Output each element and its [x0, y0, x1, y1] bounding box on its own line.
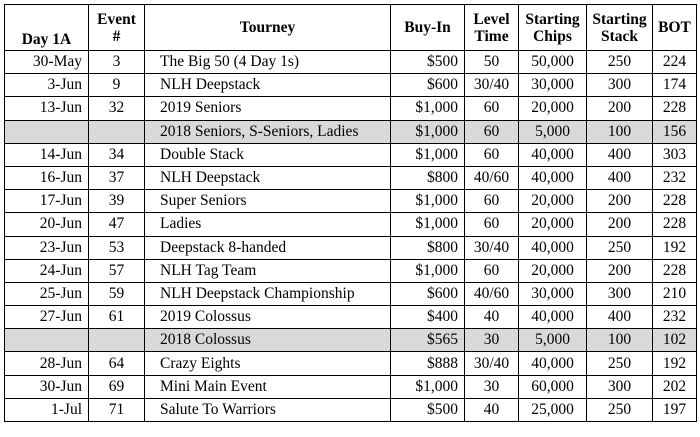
cell-date: 3-Jun: [5, 74, 89, 97]
cell-buyin: $565: [391, 329, 465, 352]
cell-event-number: 71: [89, 398, 145, 421]
cell-level-time: 60: [465, 213, 519, 236]
cell-bot: 228: [653, 259, 697, 282]
cell-buyin: $800: [391, 236, 465, 259]
cell-date: 14-Jun: [5, 143, 89, 166]
cell-event-number: 47: [89, 213, 145, 236]
cell-starting-stack: 400: [587, 143, 653, 166]
cell-starting-stack: 400: [587, 166, 653, 189]
cell-level-time: 60: [465, 120, 519, 143]
cell-level-time: 40/60: [465, 282, 519, 305]
cell-bot: 202: [653, 375, 697, 398]
cell-starting-stack: 200: [587, 190, 653, 213]
cell-level-time: 40/60: [465, 166, 519, 189]
cell-date: 28-Jun: [5, 352, 89, 375]
table-row: [5, 398, 697, 421]
cell-date: 23-Jun: [5, 236, 89, 259]
tourney-schedule: [4, 4, 697, 422]
table-row: [5, 329, 697, 352]
cell-starting-stack: 200: [587, 97, 653, 120]
cell-buyin: $1,000: [391, 259, 465, 282]
cell-event-number: 53: [89, 236, 145, 259]
cell-level-time: 30: [465, 375, 519, 398]
cell-starting-stack: 250: [587, 51, 653, 74]
cell-bot: 303: [653, 143, 697, 166]
cell-starting-chips: 40,000: [519, 166, 587, 189]
cell-date: 25-Jun: [5, 282, 89, 305]
header-buyin: Buy-In: [391, 5, 465, 51]
cell-date: 1-Jul: [5, 398, 89, 421]
cell-level-time: 60: [465, 259, 519, 282]
cell-starting-stack: 400: [587, 306, 653, 329]
cell-starting-stack: 250: [587, 352, 653, 375]
cell-buyin: $500: [391, 51, 465, 74]
cell-event-number: 37: [89, 166, 145, 189]
cell-starting-chips: 20,000: [519, 259, 587, 282]
cell-event-number: 61: [89, 306, 145, 329]
cell-buyin: $888: [391, 352, 465, 375]
cell-level-time: 60: [465, 190, 519, 213]
cell-event-number: 9: [89, 74, 145, 97]
cell-buyin: $400: [391, 306, 465, 329]
cell-tourney-name: Ladies: [145, 213, 391, 236]
cell-event-number: 34: [89, 143, 145, 166]
cell-starting-chips: 30,000: [519, 74, 587, 97]
cell-tourney-name: 2018 Colossus: [145, 329, 391, 352]
cell-starting-chips: 5,000: [519, 329, 587, 352]
table-row: [5, 190, 697, 213]
cell-date: 30-Jun: [5, 375, 89, 398]
cell-event-number: 57: [89, 259, 145, 282]
cell-starting-chips: 40,000: [519, 236, 587, 259]
cell-buyin: $1,000: [391, 97, 465, 120]
cell-level-time: 60: [465, 143, 519, 166]
table-row: [5, 282, 697, 305]
cell-starting-stack: 200: [587, 259, 653, 282]
cell-level-time: 60: [465, 97, 519, 120]
cell-tourney-name: NLH Deepstack Championship: [145, 282, 391, 305]
table-row: [5, 236, 697, 259]
header-starting-chips: Starting Chips: [519, 5, 587, 51]
table-row: [5, 259, 697, 282]
cell-tourney-name: 2018 Seniors, S-Seniors, Ladies: [145, 120, 391, 143]
cell-starting-stack: 250: [587, 236, 653, 259]
cell-starting-stack: 100: [587, 329, 653, 352]
cell-event-number: [89, 120, 145, 143]
cell-buyin: $1,000: [391, 143, 465, 166]
cell-bot: 228: [653, 97, 697, 120]
cell-bot: 232: [653, 166, 697, 189]
table-row: [5, 166, 697, 189]
header-bot: BOT: [653, 5, 697, 51]
cell-date: 24-Jun: [5, 259, 89, 282]
cell-event-number: 64: [89, 352, 145, 375]
cell-level-time: 30/40: [465, 352, 519, 375]
cell-starting-chips: 60,000: [519, 375, 587, 398]
cell-buyin: $1,000: [391, 190, 465, 213]
cell-bot: 102: [653, 329, 697, 352]
cell-date: 30-May: [5, 51, 89, 74]
cell-buyin: $800: [391, 166, 465, 189]
cell-starting-chips: 25,000: [519, 398, 587, 421]
cell-event-number: 59: [89, 282, 145, 305]
cell-tourney-name: Mini Main Event: [145, 375, 391, 398]
cell-tourney-name: 2019 Colossus: [145, 306, 391, 329]
cell-bot: 228: [653, 190, 697, 213]
header-level-time: Level Time: [465, 5, 519, 51]
header-tourney: Tourney: [145, 5, 391, 51]
cell-tourney-name: NLH Deepstack: [145, 74, 391, 97]
cell-date: 27-Jun: [5, 306, 89, 329]
cell-starting-stack: 300: [587, 375, 653, 398]
cell-bot: 156: [653, 120, 697, 143]
table-body: [5, 51, 697, 422]
cell-level-time: 30: [465, 329, 519, 352]
cell-bot: 232: [653, 306, 697, 329]
cell-tourney-name: NLH Deepstack: [145, 166, 391, 189]
cell-buyin: $600: [391, 74, 465, 97]
cell-date: 17-Jun: [5, 190, 89, 213]
cell-buyin: $600: [391, 282, 465, 305]
cell-tourney-name: Salute To Warriors: [145, 398, 391, 421]
cell-level-time: 30/40: [465, 74, 519, 97]
cell-starting-chips: 40,000: [519, 352, 587, 375]
cell-tourney-name: Crazy Eights: [145, 352, 391, 375]
cell-starting-stack: 300: [587, 74, 653, 97]
cell-starting-chips: 20,000: [519, 97, 587, 120]
cell-starting-chips: 40,000: [519, 143, 587, 166]
cell-level-time: 40: [465, 306, 519, 329]
cell-tourney-name: Deepstack 8-handed: [145, 236, 391, 259]
table-row: [5, 97, 697, 120]
cell-bot: 192: [653, 236, 697, 259]
header-row: [5, 5, 697, 51]
cell-date: [5, 120, 89, 143]
cell-bot: 192: [653, 352, 697, 375]
cell-tourney-name: Super Seniors: [145, 190, 391, 213]
cell-starting-chips: 5,000: [519, 120, 587, 143]
table-row: [5, 375, 697, 398]
cell-starting-stack: 100: [587, 120, 653, 143]
cell-level-time: 50: [465, 51, 519, 74]
header-event: Event #: [89, 5, 145, 51]
cell-bot: 224: [653, 51, 697, 74]
cell-bot: 174: [653, 74, 697, 97]
header-starting-stack: Starting Stack: [587, 5, 653, 51]
header-day: Day 1A: [5, 5, 89, 51]
cell-bot: 228: [653, 213, 697, 236]
table-row: [5, 143, 697, 166]
cell-starting-chips: 50,000: [519, 51, 587, 74]
cell-event-number: 3: [89, 51, 145, 74]
cell-buyin: $1,000: [391, 375, 465, 398]
cell-event-number: 69: [89, 375, 145, 398]
cell-bot: 210: [653, 282, 697, 305]
cell-buyin: $500: [391, 398, 465, 421]
cell-starting-stack: 300: [587, 282, 653, 305]
cell-tourney-name: The Big 50 (4 Day 1s): [145, 51, 391, 74]
cell-starting-chips: 20,000: [519, 213, 587, 236]
cell-level-time: 30/40: [465, 236, 519, 259]
cell-starting-stack: 200: [587, 213, 653, 236]
cell-date: [5, 329, 89, 352]
table-row: [5, 51, 697, 74]
tourney-table: [4, 4, 697, 422]
table-row: [5, 120, 697, 143]
cell-starting-chips: 30,000: [519, 282, 587, 305]
cell-event-number: 39: [89, 190, 145, 213]
cell-tourney-name: 2019 Seniors: [145, 97, 391, 120]
cell-date: 20-Jun: [5, 213, 89, 236]
cell-date: 16-Jun: [5, 166, 89, 189]
table-row: [5, 352, 697, 375]
cell-tourney-name: NLH Tag Team: [145, 259, 391, 282]
table-row: [5, 74, 697, 97]
cell-starting-chips: 20,000: [519, 190, 587, 213]
cell-bot: 197: [653, 398, 697, 421]
table-row: [5, 306, 697, 329]
cell-event-number: 32: [89, 97, 145, 120]
cell-event-number: [89, 329, 145, 352]
cell-date: 13-Jun: [5, 97, 89, 120]
cell-level-time: 40: [465, 398, 519, 421]
cell-tourney-name: Double Stack: [145, 143, 391, 166]
cell-starting-chips: 40,000: [519, 306, 587, 329]
table-row: [5, 213, 697, 236]
cell-buyin: $1,000: [391, 213, 465, 236]
cell-buyin: $1,000: [391, 120, 465, 143]
cell-starting-stack: 250: [587, 398, 653, 421]
